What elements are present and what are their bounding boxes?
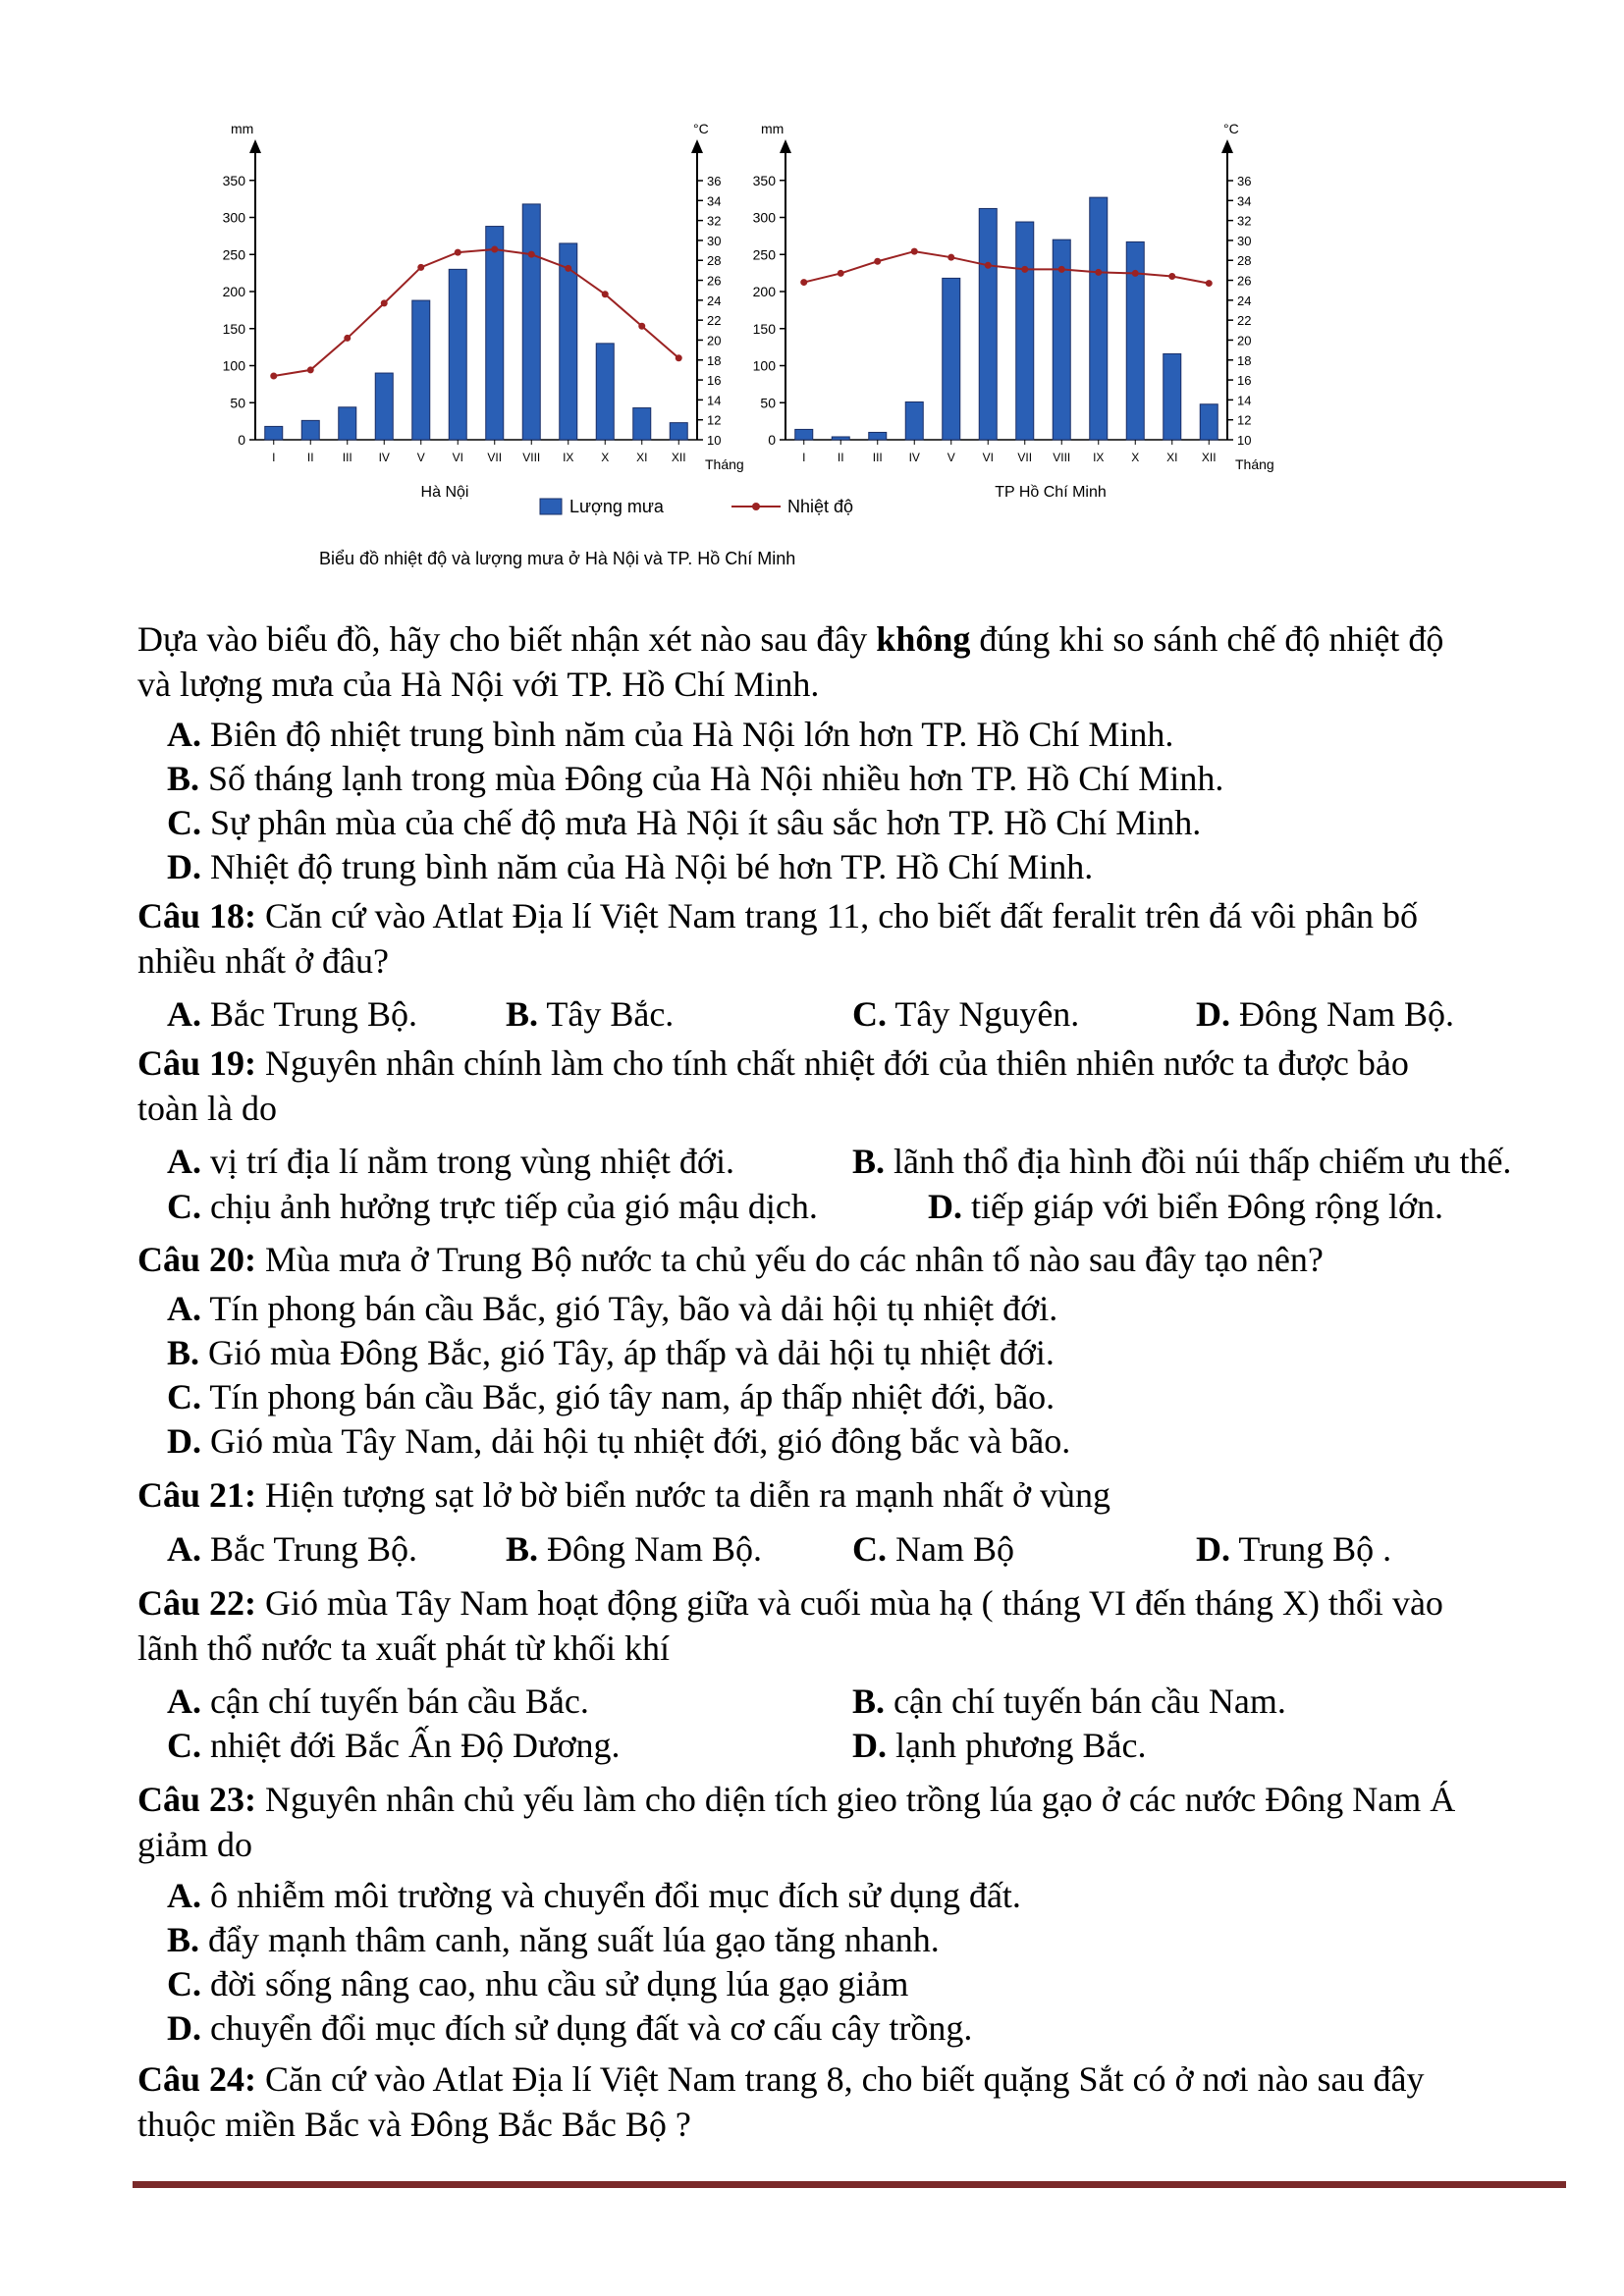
chart1-right-tick-label: 24 bbox=[1237, 293, 1252, 308]
q21-stem-1: Câu 21: Hiện tượng sạt lở bờ biển nước ta diễn ra mạnh nhất ở vùng bbox=[137, 1475, 1111, 1515]
chart1-temp-point bbox=[838, 270, 844, 277]
chart0-bar bbox=[301, 420, 319, 440]
chart1-right-arrow bbox=[1221, 139, 1233, 153]
chart1-x-label: XII bbox=[1201, 451, 1217, 464]
chart0-x-label: III bbox=[342, 451, 352, 464]
chart1-bar bbox=[869, 432, 887, 440]
chart0-bar bbox=[486, 227, 504, 440]
q21-option-b: B. Đông Nam Bộ. bbox=[506, 1529, 763, 1569]
chart1-temp-point bbox=[874, 258, 881, 265]
chart0-bar bbox=[670, 423, 687, 440]
chart1-bar bbox=[1016, 222, 1034, 440]
chart0-bar bbox=[412, 300, 430, 440]
chart1-temp-point bbox=[1058, 266, 1065, 273]
q23-stem-2: giảm do bbox=[137, 1825, 252, 1864]
intro-line-1: Dựa vào biểu đồ, hãy cho biết nhận xét nào sau đây không đúng khi so sánh chế độ nhiệt độ bbox=[137, 619, 1444, 659]
chart1-x-label: I bbox=[802, 451, 806, 464]
chart1-xlabel: Tháng bbox=[1235, 456, 1274, 472]
q23-stem-1: Câu 23: Nguyên nhân chủ yếu làm cho diện tích gieo trồng lúa gạo ở các nước Đông Nam Á bbox=[137, 1780, 1456, 1819]
chart0-temp-point bbox=[676, 354, 682, 361]
chart0-bar bbox=[449, 269, 466, 440]
legend-rain-swatch bbox=[540, 499, 562, 514]
q18-stem-2: nhiều nhất ở đâu? bbox=[137, 941, 389, 981]
chart0-temp-point bbox=[307, 366, 314, 373]
chart1-right-tick-label: 32 bbox=[1237, 213, 1252, 229]
q20-option-a: A. Tín phong bán cầu Bắc, gió Tây, bão và dải hội tụ nhiệt đới. bbox=[167, 1289, 1058, 1328]
q20-stem-1: Câu 20: Mùa mưa ở Trung Bộ nước ta chủ yếu do các nhân tố nào sau đây tạo nên? bbox=[137, 1240, 1324, 1279]
chart0-x-label: VI bbox=[452, 451, 463, 464]
chart0-left-tick-label: 50 bbox=[230, 395, 245, 411]
chart1-right-tick-label: 36 bbox=[1237, 174, 1252, 188]
chart1-bar bbox=[943, 278, 960, 440]
chart1-x-label: V bbox=[947, 451, 955, 464]
chart1-temp-point bbox=[911, 248, 918, 255]
chart0-right-tick-label: 32 bbox=[707, 213, 722, 229]
chart0-right-arrow bbox=[691, 139, 703, 153]
chart1-left-tick-label: 300 bbox=[752, 209, 776, 226]
q18-option-b: B. Tây Bắc. bbox=[506, 994, 675, 1034]
chart0-x-label: X bbox=[601, 451, 610, 464]
chart0-temp-point bbox=[528, 251, 535, 258]
chart1-x-label: IV bbox=[908, 451, 920, 464]
chart1-temp-point bbox=[1132, 270, 1139, 277]
chart1-temp-point bbox=[1095, 269, 1102, 276]
chart0-left-arrow bbox=[249, 139, 261, 153]
intro-option-b: B. Số tháng lạnh trong mùa Đông của Hà Nội nhiều hơn TP. Hồ Chí Minh. bbox=[167, 759, 1224, 798]
chart0-x-label: IV bbox=[378, 451, 390, 464]
chart1-right-tick-label: 18 bbox=[1237, 352, 1252, 368]
q23-option-b: B. đẩy mạnh thâm canh, năng suất lúa gạo tăng nhanh. bbox=[167, 1920, 940, 1959]
chart0-temp-point bbox=[417, 264, 424, 271]
chart0-temp-point bbox=[491, 246, 498, 253]
chart0-left-tick-label: 300 bbox=[222, 209, 245, 226]
q23-option-d: D. chuyển đổi mục đích sử dụng đất và cơ cấu cây trồng. bbox=[167, 2008, 973, 2048]
chart1-right-tick-label: 34 bbox=[1237, 193, 1252, 209]
chart1-left-unit: mm bbox=[761, 121, 785, 136]
q23-option-a: A. ô nhiễm môi trường và chuyển đổi mục đích sử dụng đất. bbox=[167, 1876, 1021, 1915]
intro-option-d: D. Nhiệt độ trung bình năm của Hà Nội bé hơn TP. Hồ Chí Minh. bbox=[167, 847, 1094, 886]
chart1-bar bbox=[1090, 197, 1108, 440]
chart1-x-label: X bbox=[1131, 451, 1140, 464]
chart1-left-tick-label: 200 bbox=[752, 284, 776, 299]
q24-stem-2: thuộc miền Bắc và Đông Bắc Bắc Bộ ? bbox=[137, 2105, 691, 2144]
chart1-bar bbox=[905, 401, 923, 440]
chart0-bar bbox=[265, 426, 283, 440]
q22-stem-1: Câu 22: Gió mùa Tây Nam hoạt động giữa và cuối mùa hạ ( tháng VI đến tháng X) thổi vào bbox=[137, 1583, 1443, 1623]
chart1-right-tick-label: 20 bbox=[1237, 333, 1252, 348]
chart1-x-label: VI bbox=[982, 451, 994, 464]
chart1-right-tick-label: 10 bbox=[1237, 433, 1252, 448]
chart0-right-tick-label: 14 bbox=[707, 393, 722, 408]
chart1-left-tick-label: 100 bbox=[752, 357, 776, 374]
chart1-x-label: XI bbox=[1166, 451, 1178, 464]
chart0-temp-point bbox=[602, 291, 609, 297]
chart0-temp-line bbox=[274, 249, 679, 376]
chart0-left-tick-label: 350 bbox=[222, 172, 245, 188]
q20-option-b: B. Gió mùa Đông Bắc, gió Tây, áp thấp và dải hội tụ nhiệt đới. bbox=[167, 1333, 1055, 1372]
footer-rule bbox=[133, 2181, 1566, 2188]
chart1-temp-point bbox=[985, 262, 992, 269]
chart0-right-unit: °C bbox=[693, 121, 709, 136]
chart0-x-label: VIII bbox=[522, 451, 541, 464]
q21-option-a: A. Bắc Trung Bộ. bbox=[167, 1529, 418, 1569]
chart0-xlabel: Tháng bbox=[705, 456, 744, 472]
q18-option-d: D. Đông Nam Bộ. bbox=[1196, 994, 1454, 1034]
chart0-left-tick-label: 0 bbox=[238, 432, 245, 448]
chart1-temp-point bbox=[800, 279, 807, 286]
chart1-x-label: IX bbox=[1093, 451, 1105, 464]
chart1-city-title: TP Hồ Chí Minh bbox=[995, 484, 1107, 501]
q21-option-d: D. Trung Bộ . bbox=[1196, 1529, 1392, 1569]
chart1-left-tick-label: 150 bbox=[752, 320, 776, 337]
chart0-left-tick-label: 150 bbox=[222, 320, 245, 337]
chart0-right-tick-label: 24 bbox=[707, 293, 722, 308]
chart0-temp-point bbox=[381, 299, 388, 306]
chart0-temp-point bbox=[455, 249, 461, 256]
q22-option-c: C. nhiệt đới Bắc Ấn Độ Dương. bbox=[167, 1726, 621, 1765]
chart0-temp-point bbox=[344, 335, 351, 342]
chart1-right-tick-label: 26 bbox=[1237, 273, 1252, 289]
q22-option-b: B. cận chí tuyến bán cầu Nam. bbox=[852, 1682, 1286, 1721]
chart1-bar bbox=[1200, 404, 1218, 440]
q20-option-d: D. Gió mùa Tây Nam, dải hội tụ nhiệt đới, gió đông bắc và bão. bbox=[167, 1421, 1071, 1461]
chart0-x-label: I bbox=[272, 451, 276, 464]
chart0-x-label: XI bbox=[636, 451, 648, 464]
chart0-right-tick-label: 12 bbox=[707, 412, 722, 428]
q24-stem-1: Câu 24: Căn cứ vào Atlat Địa lí Việt Nam trang 8, cho biết quặng Sắt có ở nơi nào sau đây bbox=[137, 2059, 1425, 2099]
chart0-right-tick-label: 30 bbox=[707, 233, 722, 248]
chart0-right-tick-label: 16 bbox=[707, 373, 722, 389]
chart0-bar bbox=[339, 407, 356, 440]
chart1-right-tick-label: 12 bbox=[1237, 412, 1252, 428]
q18-option-c: C. Tây Nguyên. bbox=[852, 994, 1080, 1034]
q22-option-d: D. lạnh phương Bắc. bbox=[852, 1726, 1147, 1765]
q21-option-c: C. Nam Bộ bbox=[852, 1529, 1014, 1569]
q22-option-a: A. cận chí tuyến bán cầu Bắc. bbox=[167, 1682, 589, 1721]
legend-rain-label: Lượng mưa bbox=[569, 497, 664, 516]
chart0-right-tick-label: 20 bbox=[707, 333, 722, 348]
chart1-left-tick-label: 50 bbox=[760, 395, 776, 411]
chart0-x-label: IX bbox=[563, 451, 574, 464]
chart1-right-tick-label: 30 bbox=[1237, 233, 1252, 248]
q19-option-a: A. vị trí địa lí nằm trong vùng nhiệt đới. bbox=[167, 1142, 734, 1181]
chart1-right-tick-label: 14 bbox=[1237, 393, 1252, 408]
chart1-temp-line bbox=[804, 251, 1210, 283]
chart1-x-label: VIII bbox=[1053, 451, 1071, 464]
q19-option-d: D. tiếp giáp với biển Đông rộng lớn. bbox=[928, 1187, 1444, 1226]
chart0-right-tick-label: 10 bbox=[707, 433, 722, 448]
chart0-bar bbox=[375, 373, 393, 440]
q19-option-c: C. chịu ảnh hưởng trực tiếp của gió mậu dịch. bbox=[167, 1187, 818, 1226]
q18-option-a: A. Bắc Trung Bộ. bbox=[167, 994, 418, 1034]
chart1-right-tick-label: 22 bbox=[1237, 313, 1252, 329]
chart0-left-tick-label: 250 bbox=[222, 246, 245, 263]
chart1-right-tick-label: 16 bbox=[1237, 373, 1252, 389]
chart0-x-label: VII bbox=[487, 451, 503, 464]
chart-caption: Biểu đồ nhiệt độ và lượng mưa ở Hà Nội và TP. Hồ Chí Minh bbox=[319, 549, 796, 568]
legend-temp-marker bbox=[752, 503, 760, 510]
chart0-right-tick-label: 18 bbox=[707, 352, 722, 368]
chart0-city-title: Hà Nội bbox=[420, 484, 469, 501]
climate-chart-figure bbox=[196, 98, 1296, 589]
chart1-temp-point bbox=[1168, 273, 1175, 280]
chart0-left-tick-label: 200 bbox=[222, 284, 245, 299]
chart1-bar bbox=[1164, 353, 1181, 440]
chart1-bar bbox=[979, 208, 997, 440]
chart1-temp-point bbox=[947, 254, 954, 261]
chart0-right-tick-label: 26 bbox=[707, 273, 722, 289]
chart0-temp-point bbox=[565, 265, 571, 272]
q23-option-c: C. đời sống nâng cao, nhu cầu sử dụng lúa gạo giảm bbox=[167, 1964, 909, 2003]
intro-option-c: C. Sự phân mùa của chế độ mưa Hà Nội ít sâu sắc hơn TP. Hồ Chí Minh. bbox=[167, 803, 1202, 842]
chart1-bar bbox=[795, 429, 813, 440]
q19-option-b: B. lãnh thổ địa hình đồi núi thấp chiếm ưu thế. bbox=[852, 1142, 1512, 1181]
chart1-left-arrow bbox=[780, 139, 791, 153]
q22-stem-2: lãnh thổ nước ta xuất phát từ khối khí bbox=[137, 1629, 670, 1668]
chart0-bar bbox=[633, 408, 651, 440]
chart0-right-tick-label: 28 bbox=[707, 253, 722, 269]
chart0-x-label: XII bbox=[671, 451, 686, 464]
legend-temp-label: Nhiệt độ bbox=[787, 497, 854, 516]
chart0-temp-point bbox=[270, 373, 277, 380]
chart1-left-tick-label: 250 bbox=[752, 246, 776, 263]
chart0-right-tick-label: 36 bbox=[707, 174, 722, 188]
chart0-x-label: V bbox=[416, 451, 425, 464]
chart1-x-label: VII bbox=[1017, 451, 1033, 464]
q19-stem-2: toàn là do bbox=[137, 1089, 277, 1128]
chart0-left-unit: mm bbox=[231, 121, 254, 136]
chart0-right-tick-label: 22 bbox=[707, 313, 722, 329]
q18-stem-1: Câu 18: Căn cứ vào Atlat Địa lí Việt Nam trang 11, cho biết đất feralit trên đá vôi phân bố bbox=[137, 896, 1419, 935]
chart1-left-tick-label: 0 bbox=[768, 432, 776, 448]
chart0-bar bbox=[522, 204, 540, 440]
chart1-left-tick-label: 350 bbox=[752, 172, 776, 188]
chart0-bar bbox=[596, 344, 614, 440]
chart1-right-tick-label: 28 bbox=[1237, 253, 1252, 269]
chart0-temp-point bbox=[638, 323, 645, 330]
intro-line-2: và lượng mưa của Hà Nội với TP. Hồ Chí Minh. bbox=[137, 665, 820, 704]
intro-option-a: A. Biên độ nhiệt trung bình năm của Hà Nội lớn hơn TP. Hồ Chí Minh. bbox=[167, 715, 1174, 754]
chart0-left-tick-label: 100 bbox=[222, 357, 245, 374]
q19-stem-1: Câu 19: Nguyên nhân chính làm cho tính chất nhiệt đới của thiên nhiên nước ta được bảo bbox=[137, 1043, 1409, 1083]
q20-option-c: C. Tín phong bán cầu Bắc, gió tây nam, áp thấp nhiệt đới, bão. bbox=[167, 1377, 1056, 1416]
chart1-temp-point bbox=[1021, 266, 1028, 273]
chart1-bar bbox=[832, 437, 849, 440]
chart1-x-label: III bbox=[872, 451, 883, 464]
chart0-x-label: II bbox=[306, 451, 314, 464]
chart1-x-label: II bbox=[837, 451, 844, 464]
chart1-temp-point bbox=[1206, 280, 1213, 287]
chart1-right-unit: °C bbox=[1223, 121, 1239, 136]
chart0-right-tick-label: 34 bbox=[707, 193, 722, 209]
